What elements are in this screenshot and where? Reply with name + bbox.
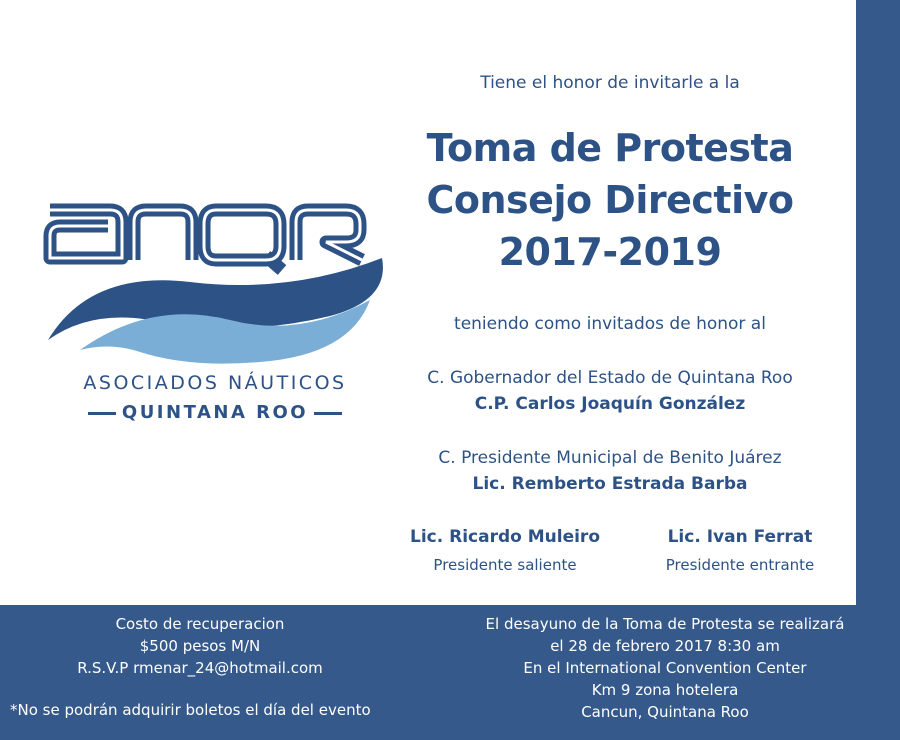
ticket-note: *No se podrán adquirir boletos el día del evento bbox=[10, 701, 371, 719]
footer-event-block bbox=[455, 613, 875, 723]
event-line-3: En el International Convention Center bbox=[523, 659, 807, 677]
guests-intro: teniendo como invitados de honor al bbox=[454, 314, 766, 334]
cost-label: Costo de recuperacion bbox=[115, 615, 285, 633]
guest1-role: C. Gobernador del Estado de Quintana Roo bbox=[427, 368, 793, 388]
footer-cost-block bbox=[10, 613, 390, 679]
event-line-4: Km 9 zona hotelera bbox=[591, 681, 739, 699]
guest2-name: Lic. Remberto Estrada Barba bbox=[472, 474, 748, 494]
outgoing-president-name: Lic. Ricardo Muleiro bbox=[410, 527, 600, 547]
logo-dash-left bbox=[88, 412, 116, 415]
invitation-intro: Tiene el honor de invitarle a la bbox=[480, 73, 740, 93]
event-title-line3: 2017-2019 bbox=[498, 230, 722, 274]
event-line-5: Cancun, Quintana Roo bbox=[581, 703, 749, 721]
footer-band bbox=[0, 605, 900, 740]
logo-line-quintana bbox=[30, 402, 400, 423]
outgoing-president-role: Presidente saliente bbox=[433, 556, 577, 574]
incoming-president-role: Presidente entrante bbox=[665, 556, 815, 574]
event-title-line1: Toma de Protesta bbox=[426, 126, 794, 170]
logo-dash-right bbox=[314, 412, 342, 415]
anqr-logo-mark bbox=[30, 170, 400, 370]
event-line-1: El desayuno de la Toma de Protesta se realizará bbox=[485, 615, 845, 633]
event-line-2: el 28 de febrero 2017 8:30 am bbox=[550, 637, 780, 655]
cost-value: $500 pesos M/N bbox=[139, 637, 261, 655]
side-band bbox=[856, 0, 900, 605]
anqr-logo bbox=[30, 170, 400, 440]
rsvp-contact: R.S.V.P rmenar_24@hotmail.com bbox=[77, 659, 323, 677]
guest1-name: C.P. Carlos Joaquín González bbox=[474, 394, 746, 414]
logo-line-quintana-text: QUINTANA ROO bbox=[121, 402, 309, 423]
guest2-role: C. Presidente Municipal de Benito Juárez bbox=[438, 448, 782, 468]
event-title-line2: Consejo Directivo bbox=[426, 178, 794, 222]
incoming-president-name: Lic. Ivan Ferrat bbox=[667, 527, 813, 547]
event-title bbox=[380, 122, 840, 278]
logo-line-asociados: ASOCIADOS NÁUTICOS bbox=[83, 372, 347, 394]
